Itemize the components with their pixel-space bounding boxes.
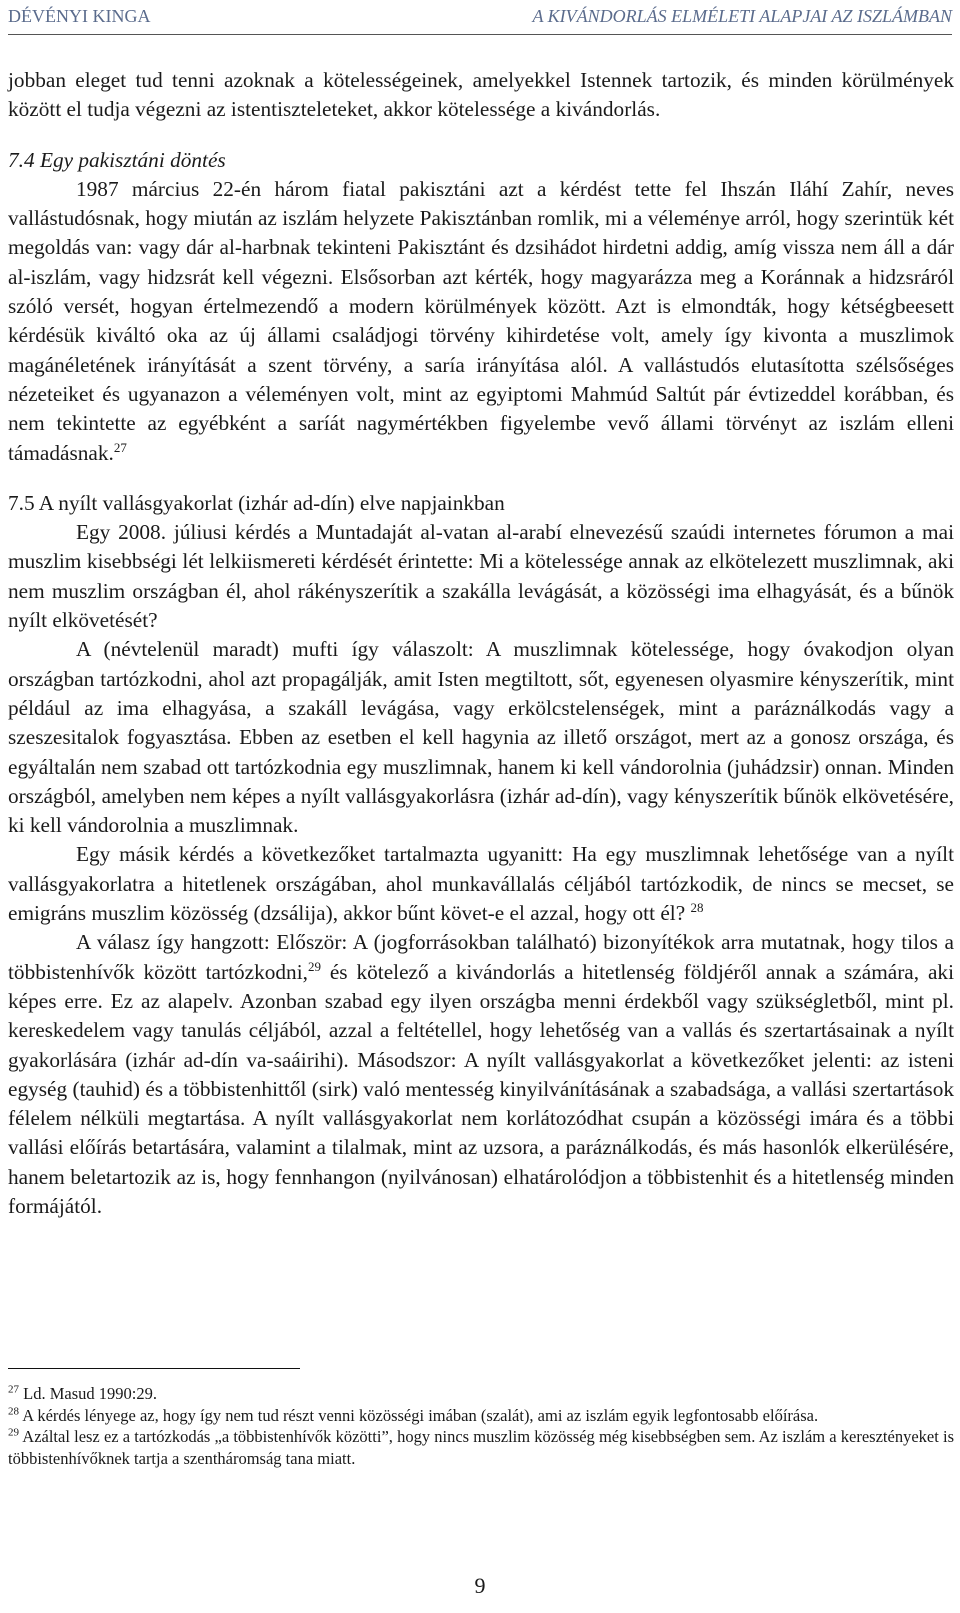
footnotes [8, 1368, 954, 1469]
footnote-28: $^{28}$ A kérdés lényege az, hogy így nem tud részt venni közösségi imában (szalát), ami az iszlám egyik legfontosabb előírása. [8, 1405, 819, 1425]
footnote-27: $^{27}$ Ld. Masud 1990:29. [8, 1383, 157, 1403]
header-title: A KIVÁNDORLÁS ELMÉLETI ALAPJAI AZ ISZLÁMBAN [532, 6, 952, 26]
page-number: 9 [474, 1573, 486, 1598]
footnote-ref-29[interactable]: 29 [307, 958, 321, 974]
header-author: DÉVÉNYI KINGA [8, 6, 151, 26]
footnote-29: $^{29}$ Azáltal lesz ez a tartózkodás „a többistenhívők közötti”, hogy nincs muszlim közösség még kisebbségben sem. Az iszlám a keresztényeket is többistenhívőknek tartja a szentháromság tana miatt. [8, 1426, 955, 1468]
section-7-5-paragraph-1: Egy 2008. júliusi kérdés a Muntadaját al-vatan al-arabí elnevezésű szaúdi internetes fórumon a mai muszlim kisebbségi lét lelkiismereti kérdését érintette: Mi a kötelessége annak az elkötelezett muszlimnak, aki nem muszlim országban él, ahol rákényszerítik a szakálla levágását, a közösségi ima elhagyását, és a bűnök nyílt elkövetését? [8, 520, 954, 633]
page-body [8, 66, 954, 1221]
section-heading-7-4: 7.4 Egy pakisztáni döntés [8, 147, 226, 172]
section-7-5-paragraph-2: A (névtelenül maradt) mufti így válaszolt: A muszlimnak kötelessége, hogy óvakodjon olyan országban tartózkodni, ahol azt propagálják, amit Isten megtiltott, sőt, egyenesen olyasmire kényszerítik, mint például az ima elhagyása, a szakáll levágása, vagy erkölcstelenségek, mint a paráználkodás vagy a szeszesitalok fogyasztása. Ebben az esetben el kell hagynia az illető országot, mert az a gonosz országa, és egyáltalán nem szabad ott tartózkodnia egy muszlimnak, hanem ki kell vándorolnia (juhádzsir) onnan. Minden országból, amelyben nem képes a nyílt vallásgyakorlásra (izhár ad-dín), vagy kényszerítik bűnök elkövetésére, ki kell vándorolnia a muszlimnak. [8, 637, 954, 838]
footnote-divider [8, 1368, 300, 1369]
section-7-5-paragraph-4: A válasz így hangzott: Először: A (jogforrásokban található) bizonyítékok arra mutatnak, hogy tilos a többistenhívők között tartózkodni,$^{29}$ és kötelező a kivándorlás a hitetlenség földjéről annak a számára, aki képes erre. Ez az alapelv. Azonban szabad egy ilyen országba menni érdekből vagy szükségletből, mint pl. kereskedelem vagy tanulás céljából, azzal a feltétellel, hogy lehetőség van a vallás és szertartásainak a nyílt gyakorlására (izhár ad-dín va-saáirihi). Másodszor: A nyílt vallásgyakorlat a következőket jelenti: az isteni egység (tauhid) és a többistenhittől (sirk) való mentesség kinyilvánításának a szabadsága, a vallási szertartások félelem nélküli megtartása. A nyílt vallásgyakorlat nem korlátozódhat csupán a közösségi imára és a többi vallási előírás betartására, valamint a tilalmak, mint az uzsora, a paráználkodás, és más hasonlók elkerülésére, hanem beletartozik az is, hogy fennhangon (nyilvánosan) elhatárolódjon a többistenhit és a hitetlenség minden formájától. [8, 930, 954, 1218]
footnote-ref-28[interactable]: 28 [690, 899, 704, 915]
section-7-4-paragraph: 1987 március 22-én három fiatal pakisztáni azt a kérdést tette fel Ihszán Iláhí Zahír, neves vallástudósnak, hogy miután az iszlám helyzete Pakisztánban romlik, mi a véleménye arról, hogy szerintük két megoldás van: vagy dár al-harbnak tekinteni Pakisztánt és dzsihádot hirdetni addig, amíg vissza nem áll a dár al-iszlám, vagy hidzsrát kell végezni. Elsősorban azt kérték, hogy magyarázza meg a Koránnak a hidzsráról szóló versét, hogyan értelmezendő a modern körülmények között. Azt is elmondták, hogy kétségbeesett kérdésük kiváltó oka az új állami családjogi törvény kihirdetése volt, amely így kivonta a muszlimok magánéletének irányítását a szent törvény, a saría irányítása alól. A vallástudós elutasította szélsőséges nézeteiket és ugyanazon a véleményen volt, mint az egyiptomi Mahmúd Saltút pár évtizeddel korábban, és nem tekintette az egyébként a saríát nagymértékben figyelembe vevő állami törvényt az iszlám elleni támadásnak.$^{27}$ [8, 176, 954, 465]
footnote-ref-27[interactable]: 27 [113, 439, 127, 455]
running-header [8, 4, 952, 35]
section-heading-7-5: 7.5 A nyílt vallásgyakorlat (izhár ad-dín) elve napjainkban [8, 490, 505, 515]
section-7-5-paragraph-3: Egy másik kérdés a következőket tartalmazta ugyanitt: Ha egy muszlimnak lehetősége van a nyílt vallásgyakorlatra a hitetlenek országában, ahol munkavállalás céljából tartózkodik, de nincs se mecset, se emigráns muszlim közösség (dzsálija), akkor bűnt követ-e el azzal, hogy ott él? $^{28}$ [8, 842, 954, 926]
intro-paragraph: jobban eleget tud tenni azoknak a kötelességeinek, amelyekkel Istennek tartozik, és minden körülmények között el tudja végezni az istentiszteleteket, akkor kötelessége a kivándorlás. [8, 68, 954, 122]
